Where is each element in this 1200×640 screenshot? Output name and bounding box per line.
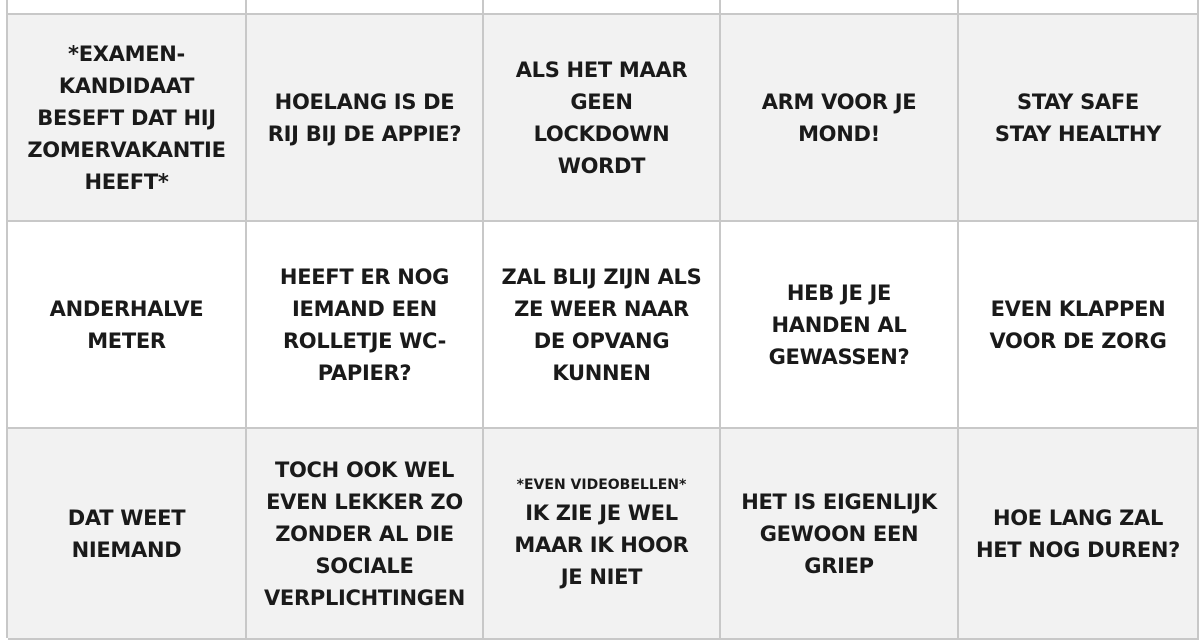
bingo-cell-line: BESEFT DAT HIJ: [37, 105, 216, 130]
bingo-cell: [721, 429, 959, 640]
bingo-cell-line: DAT WEET: [67, 505, 186, 530]
bingo-cell-line: VOOR DE ZORG: [989, 328, 1167, 353]
bingo-cell-line: GRIEP: [804, 553, 874, 578]
bingo-cell: [247, 222, 484, 429]
bingo-cell-line: HEEFT ER NOG: [279, 264, 450, 289]
bingo-cell: [484, 222, 721, 429]
bingo-cell-line: MOND!: [798, 121, 880, 146]
bingo-card: [6, 0, 1197, 638]
bingo-cell-cropped: [247, 0, 484, 15]
bingo-cell-cropped: [484, 0, 721, 15]
bingo-cell: [721, 222, 959, 429]
bingo-cell-line: ZE WEER NAAR: [514, 296, 689, 321]
bingo-cell: [959, 429, 1199, 640]
bingo-cell-line: STAY HEALTHY: [994, 121, 1162, 146]
bingo-cell: [484, 429, 721, 640]
bingo-cell: [8, 222, 247, 429]
bingo-cell-text: [973, 502, 1183, 566]
bingo-cell-text: [261, 261, 468, 389]
bingo-cell-line: RIJ BIJ DE APPIE?: [267, 121, 462, 146]
bingo-cell-line: IEMAND EEN: [292, 296, 437, 321]
bingo-cell-line: SOCIALE: [315, 553, 414, 578]
bingo-cell-line: HOELANG IS DE: [274, 89, 455, 114]
bingo-cell-line: HANDEN AL: [771, 312, 907, 337]
bingo-cell-line: TOCH OOK WEL: [274, 457, 455, 482]
bingo-cell-line: GEWASSEN?: [768, 344, 910, 369]
bingo-cell-line: ZONDER AL DIE: [275, 521, 454, 546]
bingo-cell-line: ZOMERVAKANTIE: [27, 137, 226, 162]
bingo-cell-cropped: [959, 0, 1199, 15]
bingo-cell-line: LOCKDOWN: [533, 121, 670, 146]
bingo-cell-line: ANDERHALVE: [49, 296, 204, 321]
bingo-cell-subtext: *EVEN VIDEOBELLEN*: [516, 476, 687, 493]
bingo-cell: [247, 429, 484, 640]
bingo-cell: [247, 15, 484, 222]
bingo-cell-text: [973, 86, 1183, 150]
bingo-cell-text: [261, 454, 468, 614]
bingo-cell-line: HOE LANG ZAL: [992, 505, 1164, 530]
bingo-cell-line: IK ZIE JE WEL: [525, 500, 678, 525]
bingo-cell-line: HET IS EIGENLIJK: [741, 489, 937, 514]
bingo-cell-line: STAY SAFE: [1017, 89, 1139, 114]
bingo-cell: [8, 429, 247, 640]
bingo-cell-text: [735, 86, 943, 150]
bingo-cell-line: ZAL BLIJ ZIJN ALS: [501, 264, 702, 289]
bingo-cell-line: HEB JE JE: [786, 280, 892, 305]
bingo-cell-line: KUNNEN: [552, 360, 651, 385]
bingo-cell: [721, 15, 959, 222]
bingo-cell-text: [22, 293, 231, 357]
bingo-cell-line: ARM VOOR JE: [761, 89, 917, 114]
bingo-cell-cropped: [8, 0, 247, 15]
bingo-cell: [959, 222, 1199, 429]
bingo-cell-line: JE NIET: [560, 564, 643, 589]
bingo-cell: [959, 15, 1199, 222]
bingo-cell-line: ROLLETJE WC-: [282, 328, 447, 353]
bingo-cell-line: HEEFT*: [84, 169, 169, 194]
bingo-cell-line: MAAR IK HOOR: [514, 532, 689, 557]
bingo-cell-text: [973, 293, 1183, 357]
bingo-cell-line: *EXAMEN-: [68, 41, 185, 66]
bingo-cell: [8, 15, 247, 222]
bingo-cell-line: METER: [87, 328, 166, 353]
bingo-cell-line: HET NOG DUREN?: [975, 537, 1181, 562]
bingo-cell-text: [22, 38, 231, 198]
bingo-cell-line: GEEN: [570, 89, 633, 114]
bingo-cell-line: EVEN LEKKER ZO: [266, 489, 463, 514]
bingo-cell-text: [498, 475, 705, 593]
bingo-cell-line: DE OPVANG: [533, 328, 670, 353]
bingo-cell-text: [498, 261, 705, 389]
bingo-cell-text: [735, 277, 943, 373]
bingo-cell: [484, 15, 721, 222]
bingo-cell-line: KANDIDAAT: [58, 73, 195, 98]
bingo-cell-text: [261, 86, 468, 150]
bingo-cell-text: [735, 486, 943, 582]
bingo-cell-line: WORDT: [557, 153, 646, 178]
bingo-cell-line: PAPIER?: [317, 360, 412, 385]
bingo-cell-line: GEWOON EEN: [759, 521, 919, 546]
bingo-cell-line: NIEMAND: [71, 537, 182, 562]
bingo-cell-cropped: [721, 0, 959, 15]
bingo-cell-line: ALS HET MAAR: [515, 57, 688, 82]
bingo-cell-text: [498, 54, 705, 182]
bingo-cell-line: VERPLICHTINGEN: [263, 585, 465, 610]
bingo-cell-line: EVEN KLAPPEN: [990, 296, 1166, 321]
bingo-cell-text: [22, 502, 231, 566]
